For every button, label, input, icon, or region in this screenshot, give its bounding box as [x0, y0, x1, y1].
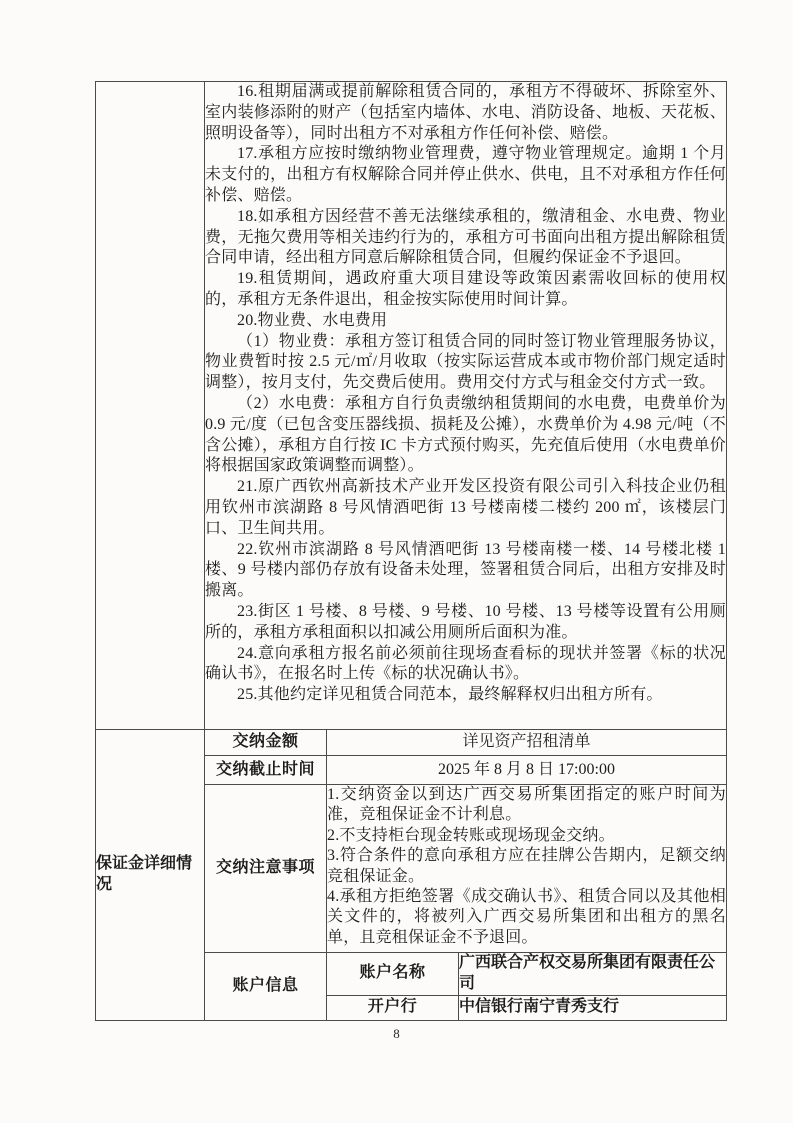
paragraph: 24.意向承租方报名前必须前往现场查看标的现状并签署《标的状况确认书》，在报名时上传《标的状况确认书》。: [205, 644, 726, 683]
notes-cell: [327, 785, 727, 953]
account-name-label: 账户名称: [327, 953, 459, 996]
account-info-label: 账户信息: [205, 953, 327, 1021]
paragraph: 23.街区 1 号楼、8 号楼、9 号楼、10 号楼、13 号楼等设置有公用厕所的，承租方承租面积以扣减公用厕所后面积为准。: [205, 602, 726, 641]
paragraph: 3.符合条件的意向承租方应在挂牌公告期内，足额交纳竞租保证金。: [327, 847, 726, 885]
deposit-section-label: 保证金详细情况: [96, 730, 205, 1021]
paragraph: 17.承租方应按时缴纳物业管理费，遵守物业管理规定。逾期 1 个月未支付的，出租方有权解除合同并停止供水、供电，且不对承租方作任何补偿、赔偿。: [205, 145, 726, 204]
deadline-value: 2025 年 8 月 8 日 17:00:00: [327, 756, 727, 785]
deadline-label: 交纳截止时间: [205, 756, 327, 785]
left-spacer-cell: [96, 82, 205, 730]
paragraph: 22.钦州市滨湖路 8 号风情酒吧街 13 号楼南楼一楼、14 号楼北楼 1 楼、9 号楼内部仍存放有设备未处理，签署租赁合同后，出租方安排及时搬离。: [205, 540, 726, 600]
paragraph: 1.交纳资金以到达广西交易所集团指定的账户时间为准，竞租保证金不计利息。: [327, 786, 726, 824]
paragraph: 4.承租方拒绝签署《成交确认书》、租赁合同以及其他相关文件的，将被列入广西交易所集团和出租方的黑名单，且竞租保证金不予退回。: [327, 888, 726, 946]
bank-label: 开户行: [327, 995, 459, 1020]
clauses-cell: [205, 82, 727, 730]
paragraph: 16.租期届满或提前解除租赁合同的，承租方不得破坏、拆除室外、室内装修添附的财产（包括室内墙体、水电、消防设备、地板、天花板、照明设备等），同时出租方不对承租方作任何补偿、赔偿。: [205, 83, 726, 142]
page-number: 8: [393, 1026, 400, 1041]
paragraph: （1）物业费：承租方签订租赁合同的同时签订物业管理服务协议，物业费暂时按 2.5 元/㎡/月收取（按实际运营成本或市物价部门规定适时调整），按月支付，先交费后使用。费用交付方式与租金交付方式一致。: [205, 332, 726, 392]
paragraph: 19.租赁期间，遇政府重大项目建设等政策因素需收回标的使用权的，承租方无条件退出，租金按实际使用时间计算。: [205, 270, 726, 308]
paragraph: 25.其他约定详见租赁合同范本，最终解释权归出租方所有。: [237, 686, 663, 704]
account-name-value: 广西联合产权交易所集团有限责任公司: [459, 953, 727, 996]
clauses-row: [96, 82, 727, 730]
notes-label: 交纳注意事项: [205, 785, 327, 953]
paragraph: 20.物业费、水电费用: [237, 311, 388, 329]
bank-value: 中信银行南宁青秀支行: [459, 995, 727, 1020]
terms-table: [95, 81, 727, 1021]
deposit-amount-row: [96, 730, 727, 756]
amount-value: 详见资产招租清单: [327, 730, 727, 756]
paragraph: （2）水电费：承租方自行负责缴纳租赁期间的水电费，电费单价为 0.9 元/度（已包含变压器线损、损耗及公摊），水费单价为 4.98 元/吨（不含公摊），承租方自行按 IC 卡方式预付购买，先充值后使用（水电费单价将根据国家政策调整而调整）。: [205, 394, 726, 475]
paragraph: 2.不支持柜台现金转账或现场现金交纳。: [327, 826, 615, 844]
paragraph: 21.原广西钦州高新技术产业开发区投资有限公司引入科技企业仍租用钦州市滨湖路 8 号风情酒吧街 13 号楼南楼二楼约 200 ㎡，该楼层门口、卫生间共用。: [205, 478, 726, 537]
paragraph: 18.如承租方因经营不善无法继续承租的，缴清租金、水电费、物业费，无拖欠费用等相关违约行为的，承租方可书面向出租方提出解除租赁合同申请，经出租方同意后解除租赁合同，但履约保证金不予退回。: [205, 207, 726, 267]
amount-label: 交纳金额: [205, 730, 327, 756]
